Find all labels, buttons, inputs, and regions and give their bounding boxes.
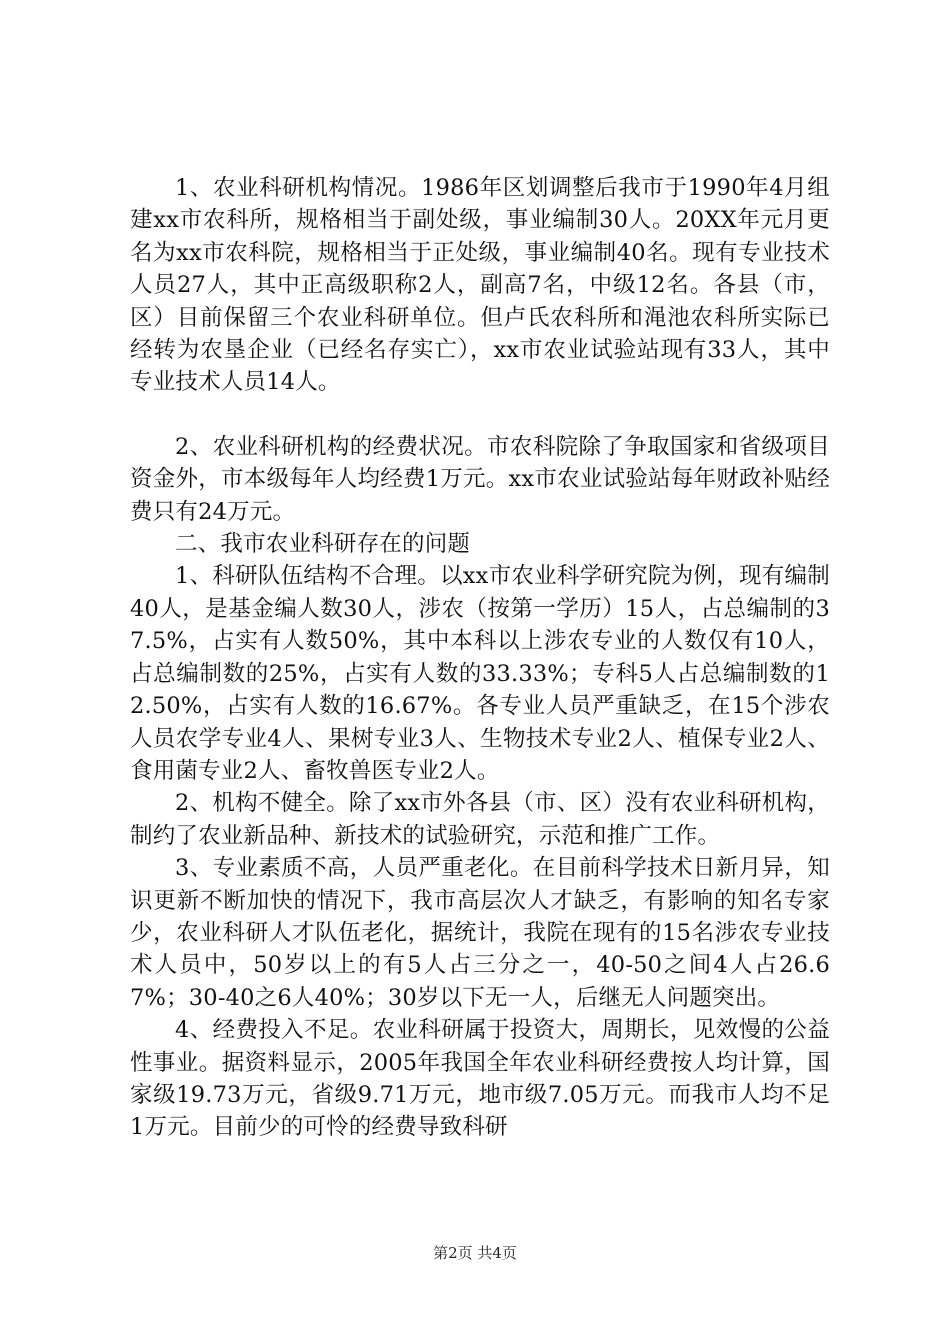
paragraph-team-structure: 1、科研队伍结构不合理。以xx市农业科学研究院为例，现有编制40人，是基金编人数30人，涉农（按第一学历）15人，占总编制的37.5%，占实有人数50%，其中本科以上涉农专业的人数仅有10人，占总编制数的25%，占实有人数的33.33%；专科5人占总编制数的12.50%，占实有人数的16.67%。各专业人员严重缺乏，在15个涉农人员农学专业4人、果树专业3人、生物技术专业2人、植保专业2人、食用菌专业2人、畜牧兽医专业2人。 [130, 563, 830, 784]
document-body [130, 172, 830, 1144]
paragraph-funding-status: 2、农业科研机构的经费状况。市农科院除了争取国家和省级项目资金外，市本级每年人均经费1万元。xx市农业试验站每年财政补贴经费只有24万元。 [130, 433, 830, 525]
paragraph-gap [130, 399, 830, 431]
paragraph-research-institutions: 1、农业科研机构情况。1986年区划调整后我市于1990年4月组建xx市农科所，规格相当于副处级，事业编制30人。20XX年元月更名为xx市农科院，规格相当于正处级，事业编制40名。现有专业技术人员27人，其中正高级职称2人，副高7名，中级12名。各县（市，区）目前保留三个农业科研单位。但卢氏农科所和渑池农科所实际已经转为农垦企业（已经名存实亡），xx市农业试验站现有33人，其中专业技术人员14人。 [130, 175, 830, 396]
section-heading-problems: 二、我市农业科研存在的问题 [175, 531, 471, 558]
paragraph-aging-staff: 3、专业素质不高，人员严重老化。在目前科学技术日新月异，知识更新不断加快的情况下，我市高层次人才缺乏，有影响的知名专家少，农业科研人才队伍老化，据统计，我院在现有的15名涉农专业技术人员中，50岁以上的有5人占三分之一，40-50之间4人占26.67%；30-40之6人40%；30岁以下无一人，后继无人问题突出。 [130, 855, 830, 1011]
paragraph-institutions-incomplete: 2、机构不健全。除了xx市外各县（市、区）没有农业科研机构，制约了农业新品种、新技术的试验研究，示范和推广工作。 [130, 790, 830, 849]
page-footer: 第2页 共4页 [433, 1244, 517, 1262]
paragraph-insufficient-funding: 4、经费投入不足。农业科研属于投资大，周期长，见效慢的公益性事业。据资料显示，2005年我国全年农业科研经费按人均计算，国家级19.73万元，省级9.71万元，地市级7.05万元。而我市人均不足1万元。目前少的可怜的经费导致科研 [130, 1017, 830, 1141]
